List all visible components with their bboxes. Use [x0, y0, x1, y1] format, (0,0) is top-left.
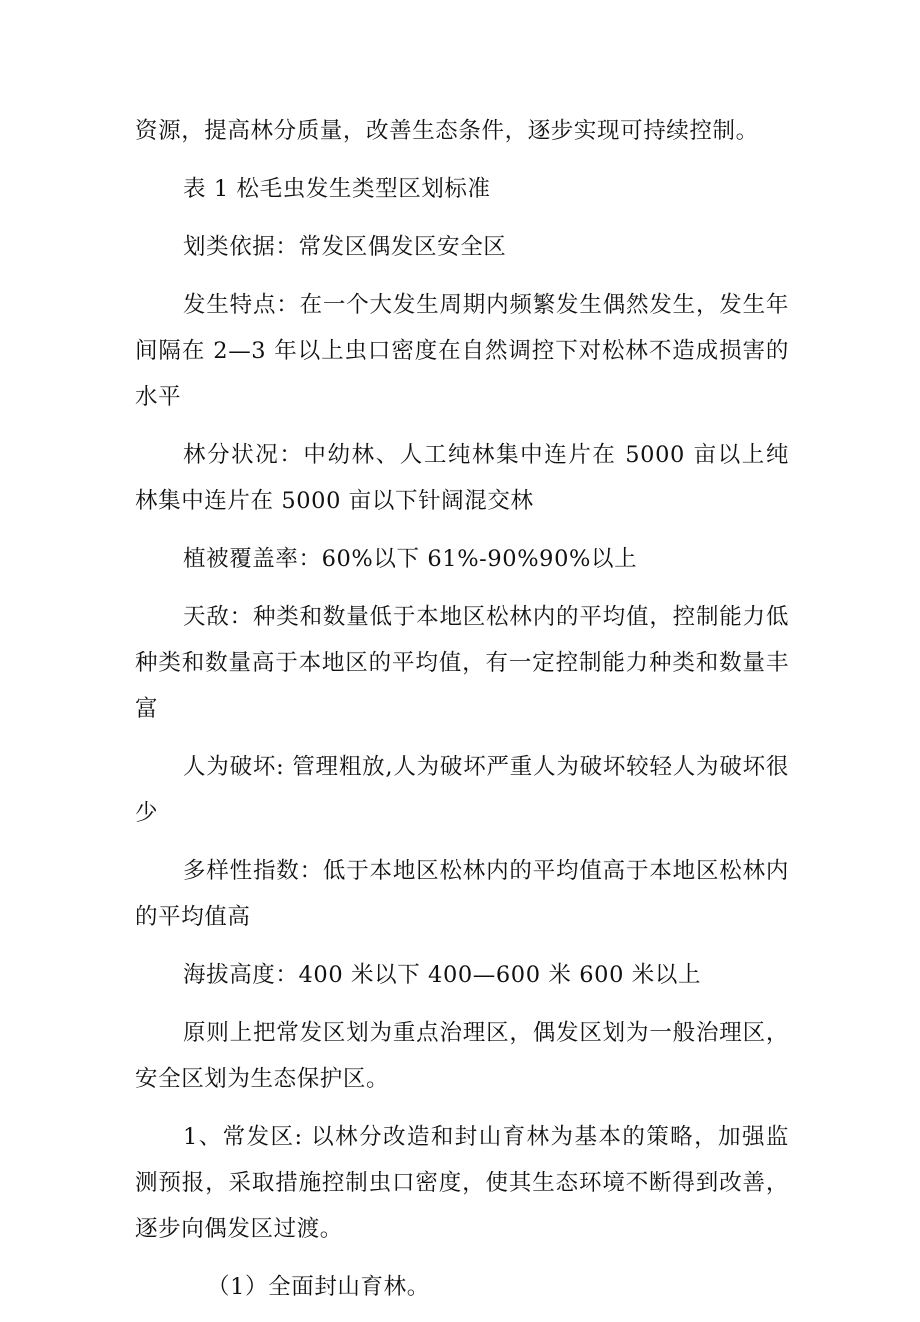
paragraph-human-damage: 人为破坏: 管理粗放,人为破坏严重人为破坏较轻人为破坏很少: [135, 754, 789, 826]
document-page: [135, 108, 789, 1322]
paragraph-continuation: 资源，提高林分质量，改善生态条件，逐步实现可持续控制。: [135, 118, 759, 144]
paragraph-vegetation-coverage: 植被覆盖率：60%以下 61%-90%90%以上: [183, 546, 638, 572]
paragraph-occurrence-features: 发生特点：在一个大发生周期内频繁发生偶然发生，发生年间隔在 2—3 年以上虫口密度在自然调控下对松林不造成损害的水平: [135, 292, 789, 410]
paragraph-principle: 原则上把常发区划为重点治理区，偶发区划为一般治理区，安全区划为生态保护区。: [135, 1020, 789, 1092]
paragraph-altitude: 海拔高度：400 米以下 400—600 米 600 米以上: [183, 962, 702, 988]
table-caption: 表 1 松毛虫发生类型区划标准: [183, 176, 491, 202]
paragraph-natural-enemies: 天敌：种类和数量低于本地区松林内的平均值，控制能力低种类和数量高于本地区的平均值，有一定控制能力种类和数量丰富: [135, 604, 789, 722]
list-item-mountain-closure: （1）全面封山育林。: [207, 1274, 430, 1300]
paragraph-classification-basis: 划类依据：常发区偶发区安全区: [183, 234, 507, 260]
paragraph-diversity-index: 多样性指数：低于本地区松林内的平均值高于本地区松林内的平均值高: [135, 858, 789, 930]
paragraph-stand-condition: 林分状况：中幼林、人工纯林集中连片在 5000 亩以上纯林集中连片在 5000 亩以下针阔混交林: [135, 442, 789, 514]
paragraph-frequent-area: 1、常发区: 以林分改造和封山育林为基本的策略，加强监测预报，采取措施控制虫口密度，使其生态环境不断得到改善，逐步向偶发区过渡。: [135, 1124, 789, 1242]
